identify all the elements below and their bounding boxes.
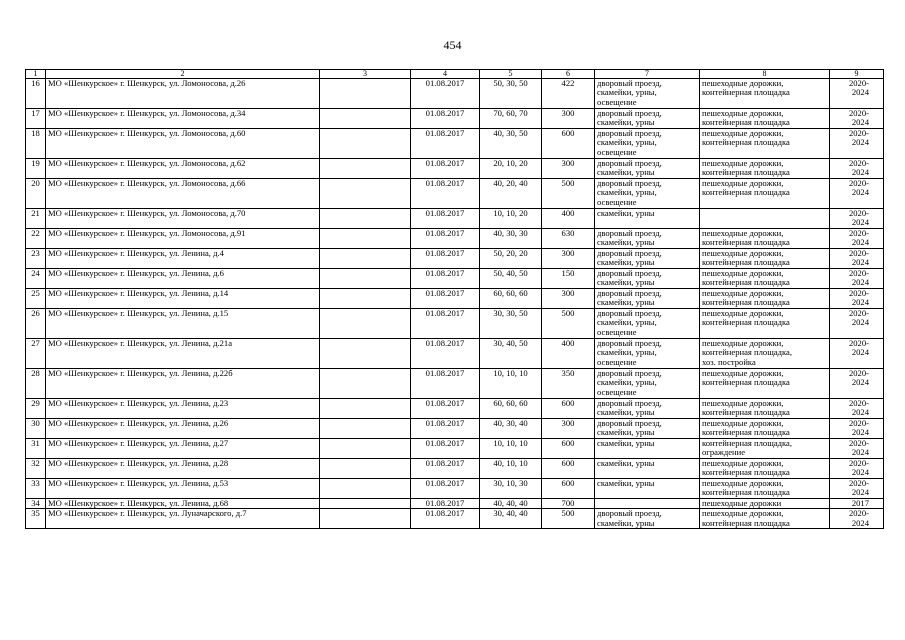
- table-cell-col-7: дворовый проезд, скамейки, урны, освещение: [595, 339, 700, 369]
- table-cell-col-4: 01.08.2017: [411, 209, 480, 229]
- table-cell-col-8: пешеходные дорожки, контейнерная площадка: [700, 269, 830, 289]
- table-cell-col-5: 50, 30, 50: [480, 79, 542, 109]
- table-row: [26, 369, 884, 399]
- column-header-3: 3: [320, 70, 411, 79]
- table-cell-col-6: 300: [542, 289, 595, 309]
- table-cell-col-6: 400: [542, 209, 595, 229]
- table-cell-col-7: скамейки, урны: [595, 209, 700, 229]
- table-cell-col-4: 01.08.2017: [411, 439, 480, 459]
- table-cell-col-4: 01.08.2017: [411, 229, 480, 249]
- table-cell-col-2: МО «Шенкурское» г. Шенкурск, ул. Ленина, д.23: [46, 399, 320, 419]
- table-cell-col-9: 2020- 2024: [830, 339, 884, 369]
- table-cell-col-4: 01.08.2017: [411, 499, 480, 509]
- table-cell-col-8: пешеходные дорожки: [700, 499, 830, 509]
- table-cell-col-3: [320, 439, 411, 459]
- table-cell-col-3: [320, 369, 411, 399]
- table-cell-col-1: 23: [26, 249, 46, 269]
- table-cell-col-7: дворовый проезд, скамейки, урны: [595, 399, 700, 419]
- table-cell-col-5: 40, 30, 50: [480, 129, 542, 159]
- table-cell-col-9: 2020- 2024: [830, 229, 884, 249]
- table-cell-col-5: 50, 40, 50: [480, 269, 542, 289]
- table-cell-col-3: [320, 179, 411, 209]
- table-cell-col-9: 2020- 2024: [830, 459, 884, 479]
- table-cell-col-8: [700, 209, 830, 229]
- table-row: [26, 399, 884, 419]
- table-cell-col-6: 300: [542, 159, 595, 179]
- table-cell-col-8: контейнерная площадка, ограждение: [700, 439, 830, 459]
- table-cell-col-8: пешеходные дорожки, контейнерная площадка: [700, 79, 830, 109]
- table-cell-col-7: дворовый проезд, скамейки, урны: [595, 269, 700, 289]
- table-cell-col-7: [595, 499, 700, 509]
- table-cell-col-3: [320, 269, 411, 289]
- table-cell-col-6: 300: [542, 249, 595, 269]
- table-cell-col-1: 24: [26, 269, 46, 289]
- table-cell-col-8: пешеходные дорожки, контейнерная площадка: [700, 229, 830, 249]
- table-cell-col-6: 350: [542, 369, 595, 399]
- table-cell-col-8: пешеходные дорожки, контейнерная площадка, хоз. постройка: [700, 339, 830, 369]
- table-cell-col-1: 32: [26, 459, 46, 479]
- table-cell-col-7: скамейки, урны: [595, 459, 700, 479]
- table-cell-col-7: дворовый проезд, скамейки, урны, освещение: [595, 309, 700, 339]
- table-cell-col-9: 2020- 2024: [830, 209, 884, 229]
- table-cell-col-6: 600: [542, 129, 595, 159]
- table-cell-col-8: пешеходные дорожки, контейнерная площадка: [700, 369, 830, 399]
- table-cell-col-3: [320, 399, 411, 419]
- table-cell-col-1: 31: [26, 439, 46, 459]
- table-cell-col-3: [320, 289, 411, 309]
- table-row: [26, 159, 884, 179]
- table-row: [26, 179, 884, 209]
- table-cell-col-4: 01.08.2017: [411, 309, 480, 339]
- table-row: [26, 209, 884, 229]
- table-cell-col-1: 22: [26, 229, 46, 249]
- table-cell-col-2: МО «Шенкурское» г. Шенкурск, ул. Ломоносова, д.62: [46, 159, 320, 179]
- table-cell-col-4: 01.08.2017: [411, 129, 480, 159]
- table-cell-col-7: дворовый проезд, скамейки, урны, освещение: [595, 79, 700, 109]
- table-row: [26, 289, 884, 309]
- table-cell-col-1: 19: [26, 159, 46, 179]
- table-row: [26, 459, 884, 479]
- table-cell-col-7: скамейки, урны: [595, 439, 700, 459]
- table-cell-col-9: 2020- 2024: [830, 269, 884, 289]
- table-cell-col-3: [320, 209, 411, 229]
- table-cell-col-5: 10, 10, 20: [480, 209, 542, 229]
- table-cell-col-2: МО «Шенкурское» г. Шенкурск, ул. Ленина, д.21а: [46, 339, 320, 369]
- table-cell-col-2: МО «Шенкурское» г. Шенкурск, ул. Ленина, д.4: [46, 249, 320, 269]
- table-cell-col-9: 2020- 2024: [830, 179, 884, 209]
- table-cell-col-9: 2020- 2024: [830, 509, 884, 529]
- table-cell-col-1: 25: [26, 289, 46, 309]
- table-row: [26, 269, 884, 289]
- table-cell-col-1: 17: [26, 109, 46, 129]
- table-cell-col-8: пешеходные дорожки, контейнерная площадка: [700, 419, 830, 439]
- table-cell-col-7: дворовый проезд, скамейки, урны, освещение: [595, 369, 700, 399]
- table-cell-col-9: 2020- 2024: [830, 249, 884, 269]
- table-cell-col-4: 01.08.2017: [411, 399, 480, 419]
- table-cell-col-8: пешеходные дорожки, контейнерная площадка: [700, 459, 830, 479]
- table-cell-col-1: 30: [26, 419, 46, 439]
- table-cell-col-4: 01.08.2017: [411, 249, 480, 269]
- table-cell-col-5: 10, 10, 10: [480, 369, 542, 399]
- table-cell-col-4: 01.08.2017: [411, 109, 480, 129]
- table-cell-col-5: 40, 20, 40: [480, 179, 542, 209]
- table-cell-col-9: 2020- 2024: [830, 159, 884, 179]
- table-cell-col-3: [320, 229, 411, 249]
- table-cell-col-9: 2020- 2024: [830, 309, 884, 339]
- table-cell-col-2: МО «Шенкурское» г. Шенкурск, ул. Ломоносова, д.91: [46, 229, 320, 249]
- table-cell-col-5: 20, 10, 20: [480, 159, 542, 179]
- table-cell-col-7: дворовый проезд, скамейки, урны: [595, 109, 700, 129]
- table-cell-col-7: дворовый проезд, скамейки, урны: [595, 419, 700, 439]
- table-cell-col-6: 500: [542, 179, 595, 209]
- table-row: [26, 509, 884, 529]
- table-cell-col-1: 20: [26, 179, 46, 209]
- table-cell-col-7: дворовый проезд, скамейки, урны: [595, 509, 700, 529]
- table-cell-col-4: 01.08.2017: [411, 159, 480, 179]
- table-cell-col-2: МО «Шенкурское» г. Шенкурск, ул. Луначарского, д.7: [46, 509, 320, 529]
- table-cell-col-1: 35: [26, 509, 46, 529]
- table-cell-col-5: 40, 40, 40: [480, 499, 542, 509]
- table-cell-col-3: [320, 129, 411, 159]
- table-cell-col-5: 60, 60, 60: [480, 289, 542, 309]
- table-cell-col-6: 300: [542, 419, 595, 439]
- table-cell-col-5: 40, 10, 10: [480, 459, 542, 479]
- column-header-8: 8: [700, 70, 830, 79]
- table-cell-col-6: 600: [542, 399, 595, 419]
- table-cell-col-3: [320, 479, 411, 499]
- table-row: [26, 339, 884, 369]
- table-cell-col-9: 2020- 2024: [830, 479, 884, 499]
- table-cell-col-1: 26: [26, 309, 46, 339]
- table-row: [26, 79, 884, 109]
- table-cell-col-8: пешеходные дорожки, контейнерная площадка: [700, 399, 830, 419]
- table-cell-col-9: 2020- 2024: [830, 289, 884, 309]
- table-cell-col-9: 2020- 2024: [830, 129, 884, 159]
- table-cell-col-6: 600: [542, 439, 595, 459]
- table-cell-col-4: 01.08.2017: [411, 339, 480, 369]
- table-cell-col-4: 01.08.2017: [411, 509, 480, 529]
- table-cell-col-5: 30, 40, 50: [480, 339, 542, 369]
- table-cell-col-8: пешеходные дорожки, контейнерная площадка: [700, 159, 830, 179]
- table-cell-col-3: [320, 339, 411, 369]
- table-cell-col-9: 2020- 2024: [830, 419, 884, 439]
- table-cell-col-3: [320, 159, 411, 179]
- column-header-5: 5: [480, 70, 542, 79]
- column-header-6: 6: [542, 70, 595, 79]
- table-cell-col-6: 150: [542, 269, 595, 289]
- table-cell-col-1: 16: [26, 79, 46, 109]
- table-cell-col-5: 70, 60, 70: [480, 109, 542, 129]
- table-cell-col-4: 01.08.2017: [411, 419, 480, 439]
- table-cell-col-2: МО «Шенкурское» г. Шенкурск, ул. Ломоносова, д.34: [46, 109, 320, 129]
- table-cell-col-7: скамейки, урны: [595, 479, 700, 499]
- table-cell-col-8: пешеходные дорожки, контейнерная площадка: [700, 479, 830, 499]
- table-cell-col-3: [320, 309, 411, 339]
- table-cell-col-9: 2017: [830, 499, 884, 509]
- table-cell-col-6: 600: [542, 459, 595, 479]
- table-cell-col-2: МО «Шенкурское» г. Шенкурск, ул. Ломоносова, д.26: [46, 79, 320, 109]
- table-cell-col-2: МО «Шенкурское» г. Шенкурск, ул. Ломоносова, д.66: [46, 179, 320, 209]
- table-cell-col-8: пешеходные дорожки, контейнерная площадка: [700, 129, 830, 159]
- table-cell-col-2: МО «Шенкурское» г. Шенкурск, ул. Ленина, д.27: [46, 439, 320, 459]
- table-cell-col-9: 2020- 2024: [830, 109, 884, 129]
- table-cell-col-4: 01.08.2017: [411, 289, 480, 309]
- table-cell-col-1: 18: [26, 129, 46, 159]
- table-cell-col-8: пешеходные дорожки, контейнерная площадка: [700, 109, 830, 129]
- table-row: [26, 499, 884, 509]
- table-cell-col-6: 700: [542, 499, 595, 509]
- table-cell-col-6: 500: [542, 509, 595, 529]
- table-cell-col-6: 300: [542, 109, 595, 129]
- table-row: [26, 109, 884, 129]
- table-cell-col-6: 400: [542, 339, 595, 369]
- table-cell-col-8: пешеходные дорожки, контейнерная площадка: [700, 309, 830, 339]
- table-row: [26, 479, 884, 499]
- table-cell-col-3: [320, 79, 411, 109]
- table-cell-col-2: МО «Шенкурское» г. Шенкурск, ул. Ленина, д.28: [46, 459, 320, 479]
- table-cell-col-2: МО «Шенкурское» г. Шенкурск, ул. Ленина, д.15: [46, 309, 320, 339]
- table-cell-col-8: пешеходные дорожки, контейнерная площадка: [700, 179, 830, 209]
- table-cell-col-2: МО «Шенкурское» г. Шенкурск, ул. Ленина, д.26: [46, 419, 320, 439]
- column-header-7: 7: [595, 70, 700, 79]
- table-cell-col-2: МО «Шенкурское» г. Шенкурск, ул. Ленина, д.6: [46, 269, 320, 289]
- table-cell-col-3: [320, 109, 411, 129]
- table-cell-col-6: 600: [542, 479, 595, 499]
- table-cell-col-4: 01.08.2017: [411, 269, 480, 289]
- table-cell-col-2: МО «Шенкурское» г. Шенкурск, ул. Ломоносова, д.60: [46, 129, 320, 159]
- table-row: [26, 129, 884, 159]
- column-header-4: 4: [411, 70, 480, 79]
- table-cell-col-8: пешеходные дорожки, контейнерная площадка: [700, 249, 830, 269]
- table-cell-col-1: 27: [26, 339, 46, 369]
- table-cell-col-5: 30, 40, 40: [480, 509, 542, 529]
- table-cell-col-8: пешеходные дорожки, контейнерная площадка: [700, 509, 830, 529]
- table-cell-col-5: 10, 10, 10: [480, 439, 542, 459]
- table-cell-col-2: МО «Шенкурское» г. Шенкурск, ул. Ломоносова, д.70: [46, 209, 320, 229]
- table-cell-col-7: дворовый проезд, скамейки, урны, освещение: [595, 179, 700, 209]
- table-cell-col-9: 2020- 2024: [830, 79, 884, 109]
- table-cell-col-7: дворовый проезд, скамейки, урны: [595, 229, 700, 249]
- table-cell-col-7: дворовый проезд, скамейки, урны: [595, 289, 700, 309]
- table-cell-col-1: 21: [26, 209, 46, 229]
- table-cell-col-4: 01.08.2017: [411, 179, 480, 209]
- column-header-2: 2: [46, 70, 320, 79]
- table-cell-col-4: 01.08.2017: [411, 369, 480, 399]
- table-cell-col-4: 01.08.2017: [411, 79, 480, 109]
- table-row: [26, 249, 884, 269]
- table-cell-col-6: 500: [542, 309, 595, 339]
- table-row: [26, 419, 884, 439]
- table-cell-col-5: 30, 30, 50: [480, 309, 542, 339]
- table-cell-col-8: пешеходные дорожки, контейнерная площадка: [700, 289, 830, 309]
- table-cell-col-5: 60, 60, 60: [480, 399, 542, 419]
- table-cell-col-7: дворовый проезд, скамейки, урны, освещение: [595, 129, 700, 159]
- table-row: [26, 229, 884, 249]
- page-number: 454: [443, 38, 462, 52]
- table-cell-col-9: 2020- 2024: [830, 369, 884, 399]
- registry-table: [25, 69, 884, 529]
- table-row: [26, 309, 884, 339]
- table-cell-col-1: 34: [26, 499, 46, 509]
- table-cell-col-2: МО «Шенкурское» г. Шенкурск, ул. Ленина, д.22б: [46, 369, 320, 399]
- table-cell-col-1: 28: [26, 369, 46, 399]
- table-cell-col-3: [320, 459, 411, 479]
- table-cell-col-5: 40, 30, 40: [480, 419, 542, 439]
- table-cell-col-6: 630: [542, 229, 595, 249]
- table-cell-col-7: дворовый проезд, скамейки, урны: [595, 249, 700, 269]
- column-header-9: 9: [830, 70, 884, 79]
- table-cell-col-5: 50, 20, 20: [480, 249, 542, 269]
- table-cell-col-4: 01.08.2017: [411, 479, 480, 499]
- table-cell-col-2: МО «Шенкурское» г. Шенкурск, ул. Ленина, д.53: [46, 479, 320, 499]
- table-cell-col-5: 30, 10, 30: [480, 479, 542, 499]
- table-cell-col-3: [320, 499, 411, 509]
- table-cell-col-1: 33: [26, 479, 46, 499]
- table-cell-col-3: [320, 249, 411, 269]
- table-cell-col-9: 2020- 2024: [830, 439, 884, 459]
- column-header-1: 1: [26, 70, 46, 79]
- table-cell-col-7: дворовый проезд, скамейки, урны: [595, 159, 700, 179]
- table-cell-col-3: [320, 509, 411, 529]
- table-cell-col-2: МО «Шенкурское» г. Шенкурск, ул. Ленина, д.68: [46, 499, 320, 509]
- table-body: [26, 79, 884, 529]
- table-cell-col-3: [320, 419, 411, 439]
- table-cell-col-4: 01.08.2017: [411, 459, 480, 479]
- column-number-row: [26, 70, 884, 79]
- table-row: [26, 439, 884, 459]
- table-cell-col-9: 2020- 2024: [830, 399, 884, 419]
- table-cell-col-6: 422: [542, 79, 595, 109]
- table-cell-col-5: 40, 30, 30: [480, 229, 542, 249]
- table-cell-col-1: 29: [26, 399, 46, 419]
- table-cell-col-2: МО «Шенкурское» г. Шенкурск, ул. Ленина, д.14: [46, 289, 320, 309]
